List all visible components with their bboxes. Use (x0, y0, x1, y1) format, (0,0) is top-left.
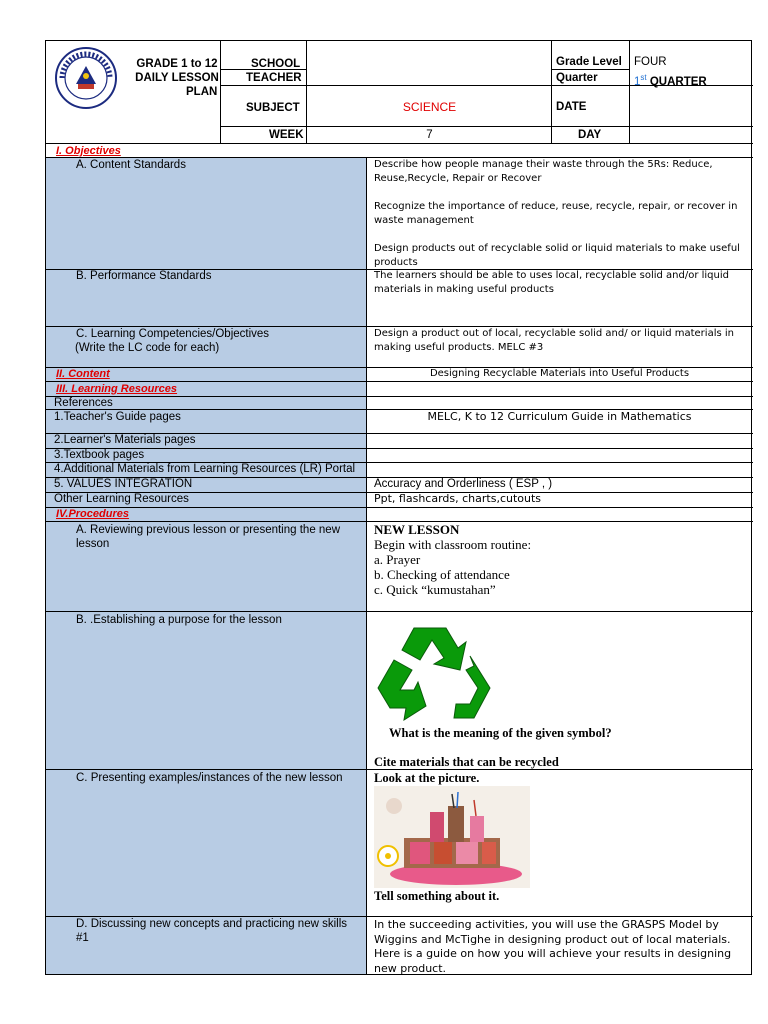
references-label: References (54, 397, 113, 409)
teachers-guide-label: 1.Teacher's Guide pages (54, 411, 181, 423)
recycled-organizer-picture (374, 786, 530, 888)
routine-line: Begin with classroom routine: (374, 537, 532, 552)
subject-label: SUBJECT (246, 102, 300, 114)
routine-attendance: b. Checking of attendance (374, 567, 510, 582)
teachers-guide-value: MELC, K to 12 Curriculum Guide in Mathematics (427, 410, 692, 423)
values-integration-value: Accuracy and Orderliness ( ESP , ) (374, 478, 553, 490)
content-heading: II. Content (56, 368, 110, 380)
quarter-word: QUARTER (649, 75, 707, 88)
objectives-heading: I. Objectives (56, 145, 121, 157)
routine-prayer: a. Prayer (374, 552, 421, 567)
grade-level-value: FOUR (634, 56, 667, 68)
plan-title-line-3: PLAN (186, 86, 218, 98)
school-label: SCHOOL (251, 58, 301, 70)
new-lesson-title: NEW LESSON (374, 522, 460, 537)
quarter-value (634, 71, 707, 89)
deped-seal (54, 46, 118, 110)
grade-level-label: Grade Level (556, 56, 622, 68)
other-resources-label: Other Learning Resources (54, 493, 189, 505)
procedure-d-label: D. Discussing new concepts and practicing new skills #1 (76, 918, 348, 944)
plan-title-line-2: DAILY LESSON (135, 72, 219, 84)
plan-title-line-1: GRADE 1 to 12 (136, 58, 218, 70)
content-value: Designing Recyclable Materials into Useful Products (429, 368, 690, 379)
content-standards-text-3: Design products out of recyclable solid or liquid materials to make useful products (374, 243, 740, 268)
content-standards-text-1: Describe how people manage their waste through the 5Rs: Reduce, Reuse,Recycle, Repair or Recover (374, 159, 713, 184)
procedure-a-label: A. Reviewing previous lesson or presenting the new lesson (76, 524, 341, 550)
recycle-icon (374, 626, 492, 724)
week-value: 7 (426, 129, 433, 141)
lr-portal-label: 4.Additional Materials from Learning Resources (LR) Portal (54, 463, 356, 475)
lesson-plan-table (45, 40, 752, 975)
lc-label-line-2: (Write the LC code for each) (75, 342, 220, 354)
subject-value: SCIENCE (402, 100, 457, 114)
cite-materials: Cite materials that can be recycled (374, 755, 559, 769)
performance-standards-label: B. Performance Standards (76, 270, 212, 282)
lc-text: Design a product out of local, recyclable solid and/ or liquid materials in making useful products. MELC #3 (374, 328, 734, 353)
week-label: WEEK (269, 129, 304, 141)
learners-materials-label: 2.Learner's Materials pages (54, 434, 196, 446)
procedure-c-label: C. Presenting examples/instances of the new lesson (76, 772, 343, 784)
tell-something: Tell something about it. (374, 889, 500, 903)
day-label: DAY (578, 129, 602, 141)
teacher-label: TEACHER (246, 72, 302, 84)
resources-heading: III. Learning Resources (56, 383, 178, 395)
date-label: DATE (556, 101, 587, 113)
quarter-suffix: st (640, 73, 647, 82)
routine-kumustahan: c. Quick “kumustahan” (374, 582, 496, 597)
performance-standards-text: The learners should be able to uses local, recyclable solid and/or liquid materials in making useful products (374, 270, 729, 295)
quarter-number: 1 (634, 75, 641, 88)
content-standards-label: A. Content Standards (76, 159, 186, 171)
symbol-question: What is the meaning of the given symbol? (389, 726, 612, 740)
procedure-d-text: In the succeeding activities, you will use the GRASPS Model by Wiggins and McTighe in designing product out of local materials. Here is a guide on how you will achieve your results in designing new product. (374, 918, 732, 975)
lc-label-line-1: C. Learning Competencies/Objectives (76, 328, 270, 340)
procedures-heading: IV.Procedures (56, 508, 129, 520)
other-resources-value: Ppt, flashcards, charts,cutouts (374, 492, 542, 505)
procedure-b-label: B. .Establishing a purpose for the lesson (76, 614, 282, 626)
textbook-label: 3.Textbook pages (54, 449, 145, 461)
quarter-label: Quarter (556, 72, 598, 84)
values-integration-label: 5. VALUES INTEGRATION (54, 478, 193, 490)
content-standards-text-2: Recognize the importance of reduce, reuse, recycle, repair, or recover in waste management (374, 201, 738, 226)
look-at-picture: Look at the picture. (374, 771, 480, 785)
